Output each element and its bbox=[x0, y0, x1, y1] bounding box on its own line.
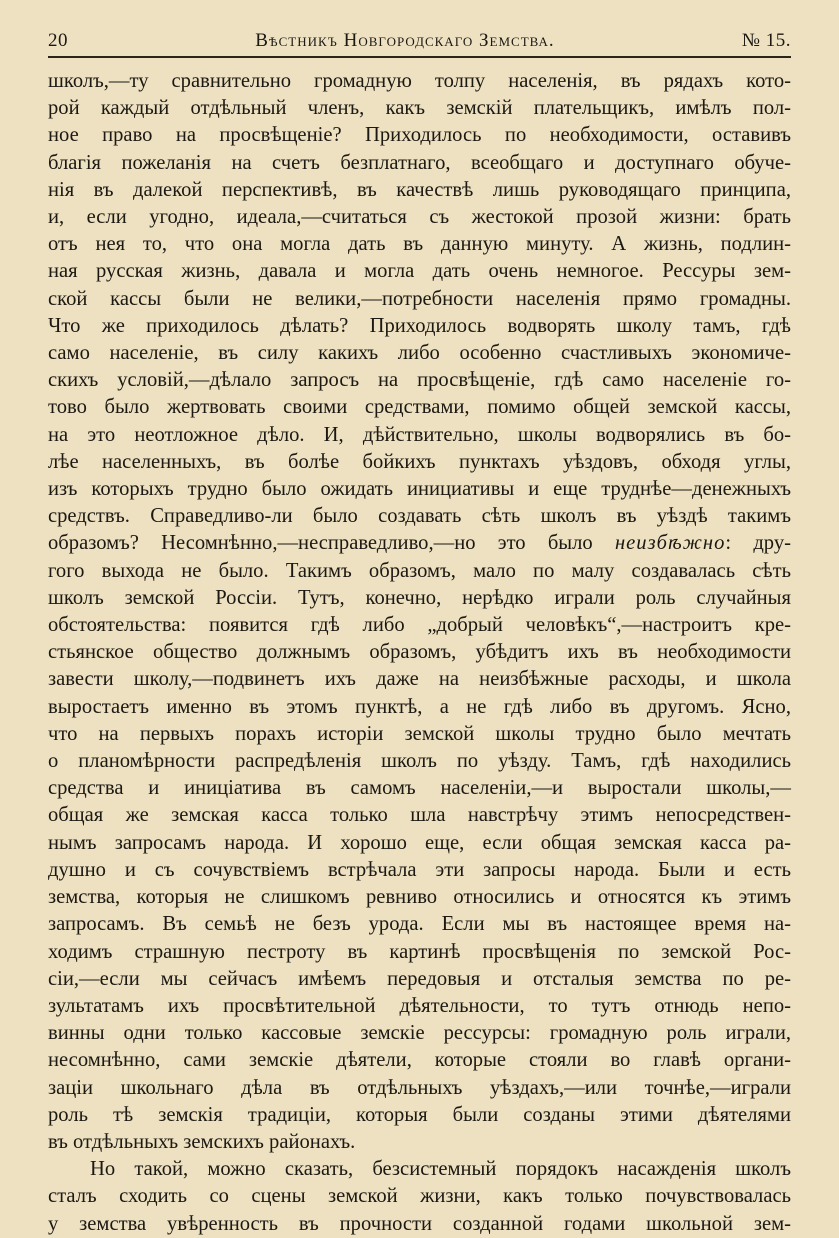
text-line: средствъ. Справедливо-ли было создавать сѣть школъ въ уѣздѣ такимъ bbox=[48, 505, 791, 528]
text-line: о планомѣрности распредѣленія школъ по уѣзду. Тамъ, гдѣ находились bbox=[48, 750, 791, 773]
text-line: нымъ запросамъ народа. И хорошо еще, если общая земская касса ра- bbox=[48, 831, 791, 854]
text-line: лѣе населенныхъ, въ болѣе бойкихъ пунктахъ уѣздовъ, обходя углы, bbox=[48, 450, 791, 473]
text-line: винны одни только кассовые земскіе рессурсы: громадную роль играли, bbox=[48, 1022, 791, 1045]
text-line: школъ земской Россіи. Тутъ, конечно, нерѣдко играли роль случайныя bbox=[48, 586, 791, 609]
emphasized-word: неизбѣжно bbox=[614, 532, 726, 555]
journal-title: Вѣстникъ Новгородскаго Земства. bbox=[255, 30, 555, 51]
text-line: что на первыхъ порахъ исторіи земской школы трудно было мечтать bbox=[48, 722, 791, 745]
text-line: ная русская жизнь, давала и могла дать очень немногое. Рессуры зем- bbox=[48, 260, 791, 283]
text-line: ное право на просвѣщеніе? Приходилось по необходимости, оставивъ bbox=[48, 124, 791, 147]
text-segment: образомъ? Несомнѣнно,—несправедливо,—но это было bbox=[48, 532, 615, 555]
text-line: завести школу,—подвинетъ ихъ даже на неизбѣжные расходы, и школа bbox=[48, 668, 791, 691]
text-line: ходимъ страшную пестроту въ картинѣ просвѣщенія по земской Рос- bbox=[48, 940, 791, 963]
article-body bbox=[48, 68, 791, 1238]
text-line: сталъ сходить со сцены земской жизни, какъ только почувствовалась bbox=[48, 1185, 791, 1208]
paragraph-end-line: въ отдѣльныхъ земскихъ районахъ. bbox=[48, 1130, 356, 1153]
text-line: душно и съ сочувствіемъ встрѣчала эти запросы народа. Были и есть bbox=[48, 858, 791, 881]
text-line: Что же приходилось дѣлать? Приходилось водворять школу тамъ, гдѣ bbox=[48, 314, 791, 337]
text-line: отъ нея то, что она могла дать въ данную минуту. А жизнь, подлин- bbox=[48, 233, 791, 256]
text-line: рой каждый отдѣльный членъ, какъ земскій плательщикъ, имѣлъ пол- bbox=[48, 97, 791, 120]
text-line: благія пожеланія на счетъ безплатнаго, всеобщаго и доступнаго обуче- bbox=[48, 151, 791, 174]
text-line: средства и иниціатива въ самомъ населеніи,—и выростали школы,— bbox=[48, 777, 791, 800]
text-line: несомнѣнно, сами земскіе дѣятели, которые стояли во главѣ органи- bbox=[48, 1049, 791, 1072]
text-line: гого выхода не было. Такимъ образомъ, мало по малу создавалась сѣть bbox=[48, 559, 791, 582]
text-line: ской кассы были не велики,—потребности населенія прямо громадны. bbox=[48, 287, 791, 310]
running-header bbox=[48, 30, 791, 58]
text-line: тово было жертвовать своими средствами, помимо общей земской кассы, bbox=[48, 396, 791, 419]
text-line: на это неотложное дѣло. И, дѣйствительно, школы водворялись въ бо- bbox=[48, 423, 791, 446]
text-line: сіи,—если мы сейчасъ имѣемъ передовыя и отсталыя земства по ре- bbox=[48, 967, 791, 990]
text-segment: : дру- bbox=[725, 532, 791, 555]
text-line: общая же земская касса только шла навстрѣчу этимъ непосредствен- bbox=[48, 804, 791, 827]
text-line: изъ которыхъ трудно было ожидать инициативы и еще труднѣе—денежныхъ bbox=[48, 478, 791, 501]
text-line: заціи школьнаго дѣла въ отдѣльныхъ уѣздахъ,—или точнѣе,—играли bbox=[48, 1076, 791, 1099]
text-line: запросамъ. Въ семьѣ не безъ урода. Если мы въ настоящее время на- bbox=[48, 913, 791, 936]
text-line-emphasis bbox=[48, 530, 791, 557]
text-line: выростаетъ именно въ этомъ пунктѣ, а не гдѣ либо въ другомъ. Ясно, bbox=[48, 695, 791, 718]
paragraph-start-line: Но такой, можно сказать, безсистемный порядокъ насажденія школъ bbox=[90, 1158, 791, 1181]
text-line: роль тѣ земскія традиціи, которыя были созданы этими дѣятелями bbox=[48, 1103, 791, 1126]
text-line: и, если угодно, идеала,—считаться съ жестокой прозой жизни: брать bbox=[48, 206, 791, 229]
text-line: земства, которыя не слишкомъ ревниво относились и относятся къ этимъ bbox=[48, 886, 791, 909]
text-line: школъ,—ту сравнительно громадную толпу населенія, въ рядахъ кото- bbox=[48, 70, 791, 92]
text-line: само населеніе, въ силу какихъ либо особенно счастливыхъ экономиче- bbox=[48, 342, 791, 365]
page-number: 20 bbox=[48, 30, 68, 51]
issue-number: № 15. bbox=[741, 30, 791, 51]
text-line: стьянское общество должнымъ образомъ, убѣдитъ ихъ въ необходимости bbox=[48, 641, 791, 664]
text-line: нія въ далекой перспективѣ, въ качествѣ лишь руководящаго принципа, bbox=[48, 178, 791, 201]
text-line: у земства увѣренность въ прочности созданной годами школьной зем- bbox=[48, 1212, 791, 1235]
text-line: зультатамъ ихъ просвѣтительной дѣятельности, то тутъ отнюдь непо- bbox=[48, 994, 791, 1017]
text-line: обстоятельства: появится гдѣ либо „добрый человѣкъ“,—настроитъ кре- bbox=[48, 614, 791, 637]
text-line: скихъ условій,—дѣлало запросъ на просвѣщеніе, гдѣ само населеніе го- bbox=[48, 369, 791, 392]
